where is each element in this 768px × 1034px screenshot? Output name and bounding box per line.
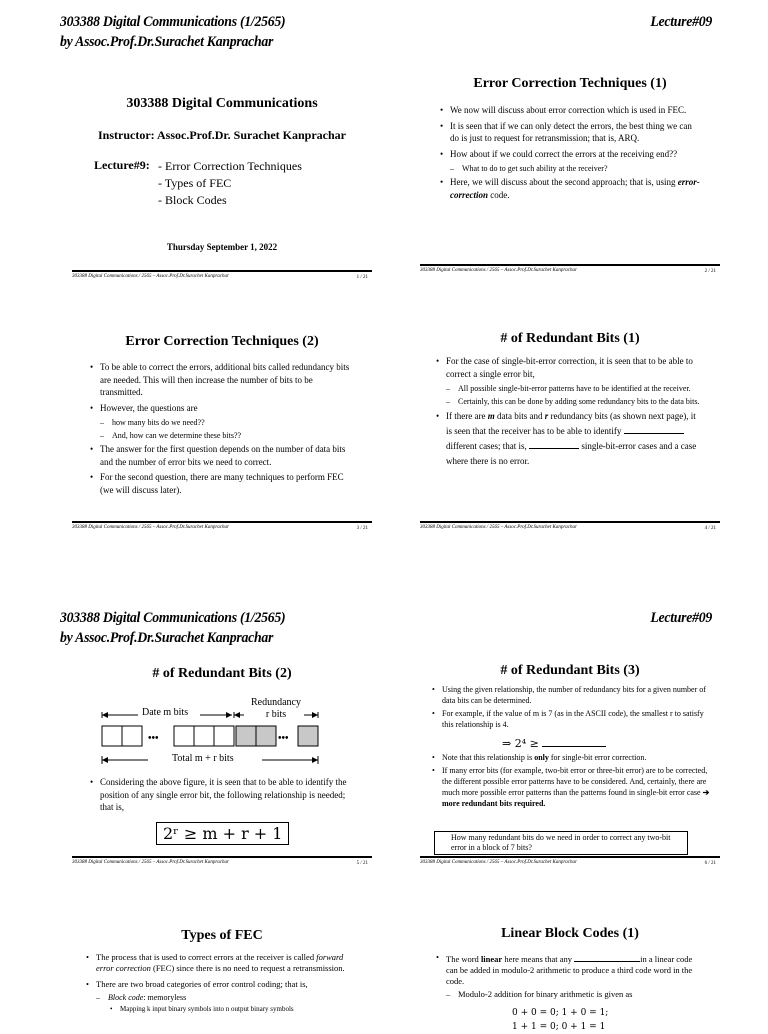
header-lecture: Lecture#09 [650,14,712,30]
slide-3 [72,334,372,541]
slide5-title: # of Redundant Bits (2) [152,666,292,681]
slide1-date: Thursday September 1, 2022 [166,242,278,252]
slide1-instructor: Instructor: Assoc.Prof.Dr. Surachet Kanprachar [98,128,346,142]
slide-1 [72,90,372,290]
slide1-lecture-label: Lecture#9: [94,158,150,172]
slide1-course: 303388 Digital Communications [126,96,318,111]
bullet-item: • For the case of single-bit-error correction, it is seen that to be able to correct a single error bit, [434,355,702,380]
ellipsis-dots: ••• [278,733,289,744]
topic-item: - Block Codes [158,193,227,207]
slide-footer [72,521,372,533]
data-bit-box [214,726,234,746]
slide-2 [420,76,720,284]
sub-bullet-item: – What to do to get such ability at the receiver? [438,163,700,174]
page-header-title [60,12,285,52]
slide-6 [420,663,720,876]
footer-text: 303388 Digital Communications / 2565 – Assoc.Prof.Dr.Surachet Kanprachar [72,274,229,279]
slide7-title: Types of FEC [181,928,263,943]
label-total-bits: Total m + r bits [172,753,234,764]
bullet-item: • If there are m data bits and r redundancy bits (as shown next page), it is seen that the receiver has to be able to identify different cases; that is, single-bit-error cases and a case where there is no error. [434,409,702,469]
sub-bullet-item: – Modulo-2 addition for binary arithmetic is given as [434,989,704,1000]
bullet-item: • The word linear here means that any in a linear code can be added in modulo-2 arithmetic to produce a third code word in the code. [434,952,704,987]
bullet-item: • However, the questions are [88,402,356,415]
slide-page-number: 5 / 21 [356,861,368,866]
slide-footer [420,264,720,276]
footer-text: 303388 Digital Communications / 2565 – Assoc.Prof.Dr.Surachet Kanprachar [72,525,229,530]
slide5-bullets [88,776,348,817]
bullet-item: • We now will discuss about error correction which is used in FEC. [438,104,700,117]
sub-bullet-item: – how many bits do we need?? [88,417,356,428]
bullet-item: • For the second question, there are many techniques to perform FEC (we will discuss later). [88,471,356,496]
bullet-item: • To be able to correct the errors, additional bits called redundancy bits are needed. This will then increase the number of bits to be transmitted. [88,361,356,399]
sub-bullet-item: • Mapping k input binary symbols into n output binary symbols [84,1005,354,1014]
slide-footer [72,856,372,868]
footer-text: 303388 Digital Communications / 2565 – Assoc.Prof.Dr.Surachet Kanprachar [420,860,577,865]
header-author: by Assoc.Prof.Dr.Surachet Kanprachar [60,630,274,646]
slide3-bullets [88,361,356,499]
sub-bullet-item: – Block code: memoryless [84,992,354,1003]
bullet-item: • Here, we will discuss about the second approach; that is, using error-correction code. [438,176,700,201]
slide2-bullets [438,104,700,204]
bullet-item: • Considering the above figure, it is seen that to be able to identify the position of any single error bit, the following relationship is needed; that is, [88,776,348,814]
redundancy-bit-box [298,726,318,746]
header-lecture: Lecture#09 [650,610,712,626]
header-author: by Assoc.Prof.Dr.Surachet Kanprachar [60,34,274,50]
header-course: 303388 Digital Communications (1/2565) [60,610,286,626]
blank-field [624,424,684,434]
sub-bullet-item: – All possible single-bit-error patterns have to be identified at the receiver. [434,383,702,394]
slide4-bullets [434,355,702,472]
blank-field [574,952,640,962]
blank-field [542,737,606,747]
footer-text: 303388 Digital Communications / 2565 – Assoc.Prof.Dr.Surachet Kanprachar [72,860,229,865]
data-bit-box [122,726,142,746]
redundancy-bit-box [256,726,276,746]
footer-text: 303388 Digital Communications / 2565 – Assoc.Prof.Dr.Surachet Kanprachar [420,525,577,530]
slide-page-number: 3 / 21 [356,526,368,531]
bullet-item: • For example, if the value of m is 7 (as in the ASCII code), the smallest r to satisfy this relationship is 4. [430,708,712,730]
slide8-title: Linear Block Codes (1) [501,926,639,941]
page-header-title [60,608,285,648]
slide-7 [72,928,372,1024]
formula-redundant: ⇒ 2⁴ ≥ [502,737,606,750]
data-bit-box [194,726,214,746]
topic-item: - Error Correction Techniques [158,159,302,173]
slide7-bullets [84,952,354,1017]
label-redundancy: Redundancy r bits [251,697,301,720]
footer-text: 303388 Digital Communications / 2565 – Assoc.Prof.Dr.Surachet Kanprachar [420,268,577,273]
bullet-item: • The process that is used to correct errors at the receiver is called forward error correction (FEC) since there is no need to request a retransmission. [84,952,354,974]
modulo2-equations [512,1006,608,1034]
bullet-item: • There are two broad categories of error control coding; that is, [84,979,354,990]
bullet-item: • How about if we could correct the errors at the receiving end?? [438,148,700,161]
slide3-title: Error Correction Techniques (2) [125,334,319,349]
slide-page-number: 1 / 21 [356,275,368,280]
slide-page-number: 6 / 21 [704,861,716,866]
slide8-bullets [434,952,704,1002]
bullet-item: • If many error bits (for example, two-bit error or three-bit error) are to be corrected, the different possible error patterns have to be considered. And, certainly, there are much more possible error patterns than the patterns found in single-bit error case ➔ more redundant bits required. [430,765,716,809]
bullet-item: • Note that this relationship is only for single-bit error correction. [430,752,716,763]
slide-page-number: 4 / 21 [704,526,716,531]
slide-4 [420,331,720,541]
bullet-item: • Using the given relationship, the number of redundancy bits for a given number of data bits can be determined. [430,684,712,706]
header-course: 303388 Digital Communications (1/2565) [60,14,286,30]
data-bit-box [102,726,122,746]
sub-bullet-item: – Certainly, this can be done by adding some redundancy bits to the data bits. [434,396,702,407]
equation-line: 1 + 1 = 0; 0 + 1 = 1 [512,1022,606,1032]
sub-bullet-item: – And, how can we determine these bits?? [88,430,356,441]
formula-box: 2ʳ ≥ m + r + 1 [156,822,289,845]
slide-page-number: 2 / 21 [704,269,716,274]
slide6-bullets [430,684,712,732]
equation-line: 0 + 0 = 0; 1 + 0 = 1; [512,1008,609,1018]
bullet-item: • It is seen that if we can only detect the errors, the best thing we can do is just to request for retransmission; that is, ARQ. [438,120,700,145]
slide-footer [72,270,372,282]
slide2-title: Error Correction Techniques (1) [473,76,667,91]
label-data-bits: Date m bits [142,707,189,718]
topic-item: - Types of FEC [158,176,232,190]
slide6-bullets-2 [430,752,716,812]
slide-5 [72,666,372,876]
slide-footer [420,856,720,868]
redundancy-bit-box [236,726,256,746]
data-bit-box [174,726,194,746]
slide1-topics [158,158,302,209]
slide6-title: # of Redundant Bits (3) [500,663,640,678]
question-box: How many redundant bits do we need in order to correct any two-bit error in a block of 7 bits? [434,831,688,855]
ellipsis-dots: ••• [148,733,159,744]
slide-8 [420,926,720,1032]
slide-footer [420,521,720,533]
blank-field [529,439,579,449]
bullet-item: • The answer for the first question depends on the number of data bits and the number of error bits we need to correct. [88,443,356,468]
slide4-title: # of Redundant Bits (1) [500,331,640,346]
